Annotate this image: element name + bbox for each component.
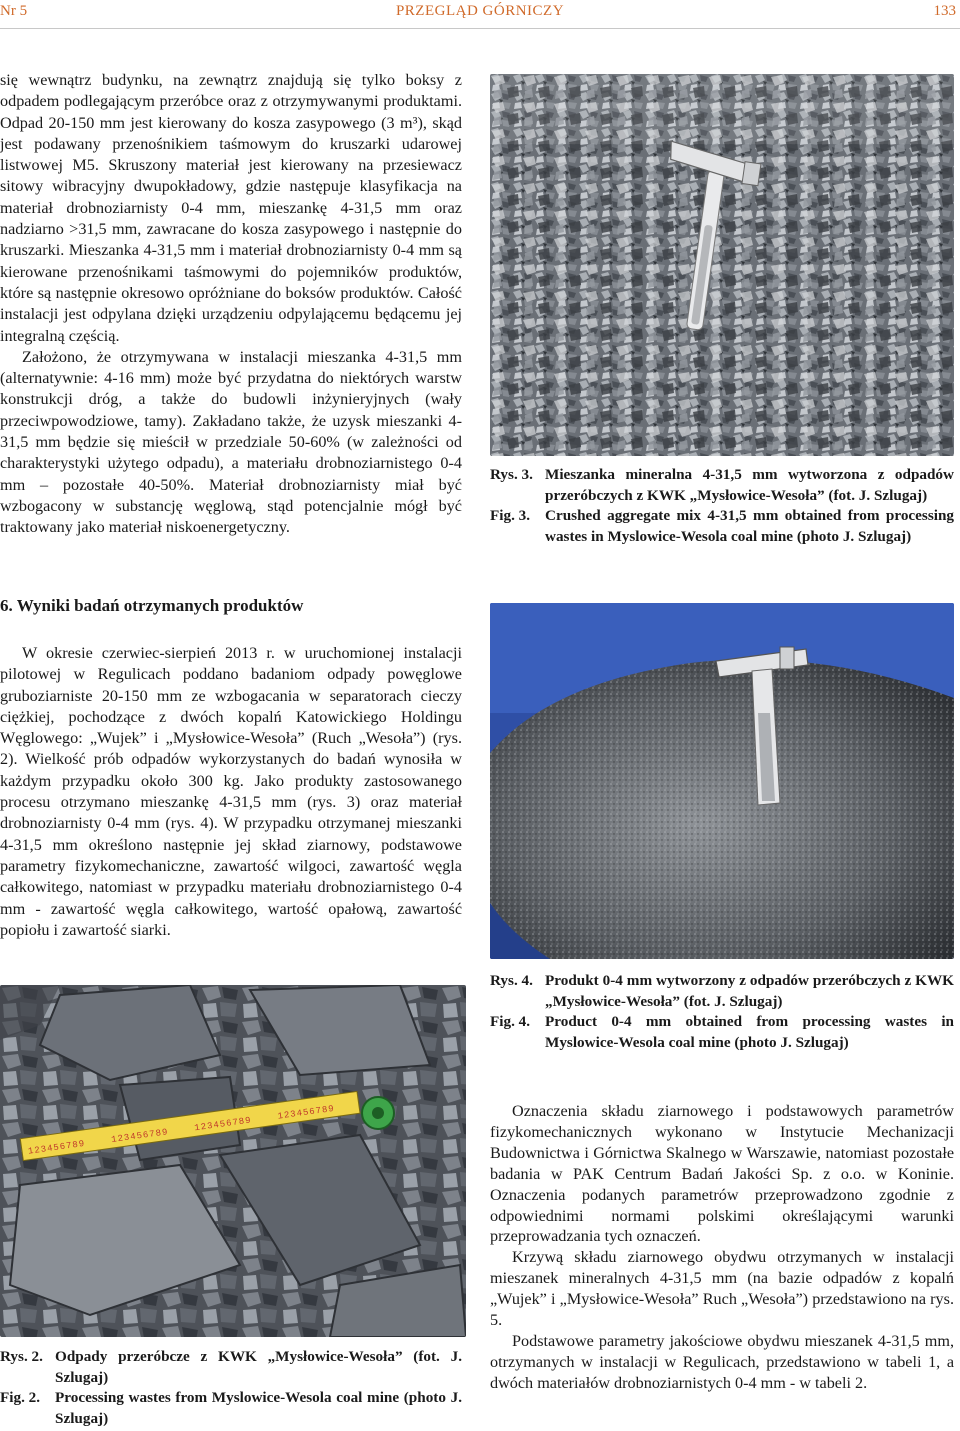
caption-rys2 xyxy=(0,1347,462,1429)
fine-product-photo-graphic xyxy=(490,603,954,959)
caption-text: Odpady przeróbcze z KWK „Mysłowice-Wesoła” (fot. J. Szlugaj) xyxy=(55,1348,462,1386)
issue-number: Nr 5 xyxy=(0,3,28,19)
section-heading: 6. Wyniki badań otrzymanych produktów xyxy=(0,596,304,615)
caption-en xyxy=(0,1388,462,1429)
tape-digits: 123456789 xyxy=(193,1115,253,1134)
page-number: 133 xyxy=(933,3,956,19)
left-column-text xyxy=(0,70,462,539)
caption-text: Produkt 0-4 mm wytworzony z odpadów przeróbczych z KWK „Mysłowice-Wesoła” (fot. J. Szlugaj) xyxy=(545,972,954,1010)
caption-pl xyxy=(490,971,954,1012)
caption-rys3 xyxy=(490,465,954,547)
header-rule xyxy=(0,28,960,29)
paragraph: W okresie czerwiec-sierpień 2013 r. w uruchomionej instalacji pilotowej w Regulicach poddano badaniom odpady powęglowe gruboziarniste 20-150 mm ze wzbogacania w separatorach cieczy ciężkiej, pochodzące z dwóch kopalń Katowickiego Holdingu Węglowego: „Wujek” i „Mysłowice-Wesoła” (Ruch „Wesoła”) (rys. 2). Wielkość prób odpadów wykorzystanych do badań wynosiła w każdym przypadku około 300 kg. Jako produkty zastosowanego procesu otrzymano mieszankę 4-31,5 mm (rys. 3) oraz materiał drobnoziarnisty 0-4 mm (rys. 4). W przypadku otrzymanej mieszanki 4-31,5 mm określono następnie jej skład ziarnowy, podstawowe parametry fizykomechaniczne, zawartość wilgoci, zawartość węgla całkowitego, natomiast w przypadku materiału drobnoziarnistego 0-4 mm - zawartość węgla całkowitego, wartość opałową, zawartość popiołu i zawartość siarki. xyxy=(0,644,462,939)
tape-digits: 123456789 xyxy=(277,1103,336,1122)
photo-aggregate-mix xyxy=(490,74,954,456)
aggregate-photo-graphic xyxy=(490,74,954,456)
left-column-text-2 xyxy=(0,643,462,941)
paragraph: Założono, że otrzymywana w instalacji mieszanka 4-31,5 mm (alternatywnie: 4-16 mm) może być przydatna do niektórych warstw konstrukcji dróg, a także do budowli inżynieryjnych (wały przeciwpowodziowe, tamy). Zakładano także, że uzysk mieszanki 4-31,5 mm będzie się mieścił w przedziale 50-60% (w zależności od charakterystyki użytego odpadu), a materiału drobnoziarnistego 0-4 mm – pozostałe 40-50%. Materiał drobnoziarnisty miał być wzbogacony w substancję węglową, stąd potencjalnie mógł być traktowany jako materiał niskoenergetyczny. xyxy=(0,347,462,537)
caption-label: Rys. 2. xyxy=(0,1348,43,1365)
caption-text: Processing wastes from Myslowice-Wesola coal mine (photo J. Szlugaj) xyxy=(55,1389,462,1427)
caption-label: Fig. 4. xyxy=(490,1013,531,1030)
caption-pl xyxy=(490,465,954,506)
paragraph: Krzywą składu ziarnowego obydwu otrzymanych w instalacji mieszanek mineralnych 4-31,5 mm (na bazie odpadów z kopalń „Wujek” i „Mysłowice-Wesoła” Ruch „Wesoła”) przedstawiono na rys. 5. xyxy=(490,1248,954,1330)
caption-pl xyxy=(0,1347,462,1388)
wastes-photo-graphic xyxy=(0,985,466,1337)
caption-text: Mieszanka mineralna 4-31,5 mm wytworzona z odpadów przeróbczych z KWK „Mysłowice-Wesoła” (fot. J. Szlugaj) xyxy=(545,466,954,504)
caption-en xyxy=(490,1012,954,1053)
caption-label: Fig. 3. xyxy=(490,507,531,524)
caption-text: Crushed aggregate mix 4-31,5 mm obtained from processing wastes in Myslowice-Wesola coal mine (photo J. Szlugaj) xyxy=(545,507,954,545)
caption-rys4 xyxy=(490,971,954,1053)
paragraph: Podstawowe parametry jakościowe obydwu mieszanek 4-31,5 mm, otrzymanych w instalacji w Regulicach, przedstawiono w tabeli 1, a dwóch materiałów drobnoziarnistych 0-4 mm - w tabeli 2. xyxy=(490,1331,954,1392)
paragraph: Oznaczenia składu ziarnowego i podstawowych parametrów fizykomechanicznych wykonano w Instytucie Mechanizacji Budownictwa i Górnictwa Skalnego w Warszawie, natomiast pozostałe badania w PAK Centrum Badań Jakości Sp. z o.o. w Koninie. Oznaczenia podanych parametrów przeprowadzono zgodnie z odpowiednimi normami polskimi określającymi warunki przeprowadzania tych oznaczeń. xyxy=(490,1102,954,1246)
caption-text: Product 0-4 mm obtained from processing wastes in Myslowice-Wesola coal mine (photo J. Szlugaj) xyxy=(545,1013,954,1051)
photo-fine-product xyxy=(490,603,954,959)
journal-title: PRZEGLĄD GÓRNICZY xyxy=(395,3,565,19)
caption-label: Rys. 4. xyxy=(490,972,533,989)
caption-label: Rys. 3. xyxy=(490,466,533,483)
caption-en xyxy=(490,506,954,547)
paragraph: się wewnątrz budynku, na zewnątrz znajdują się tylko boksy z odpadem podlegającym przeróbce oraz z otrzymywanymi produktami. Odpad 20-150 mm jest kierowany do kosza zasypowego (3 m³), skąd jest podawany przenośnikiem taśmowym do kruszarki udarowej listwowej M5. Skruszony materiał jest kierowany na przesiewacz sitowy wibracyjny dwupokładowy, gdzie następuje klasyfikacja na materiał drobnoziarnisty 0-4 mm, mieszankę 4-31,5 mm oraz nadziarno >31,5 mm, zawracane do kosza zasypowego i następnie do kruszarki. Mieszanka 4-31,5 mm i materiał drobnoziarnisty 0-4 mm są kierowane przenośnikami taśmowymi do pojemników produktów, które są następnie okresowo opróżniane do boksów produktów. Całość instalacji jest odpylana dzięki urządzeniu odpylającemu będącemu jej integralną częścią. xyxy=(0,71,462,345)
tape-digits: 123456789 xyxy=(110,1127,170,1146)
caption-label: Fig. 2. xyxy=(0,1389,41,1406)
tape-digits: 123456789 xyxy=(27,1138,86,1157)
photo-processing-wastes xyxy=(0,985,466,1337)
right-column-text xyxy=(490,1101,954,1394)
